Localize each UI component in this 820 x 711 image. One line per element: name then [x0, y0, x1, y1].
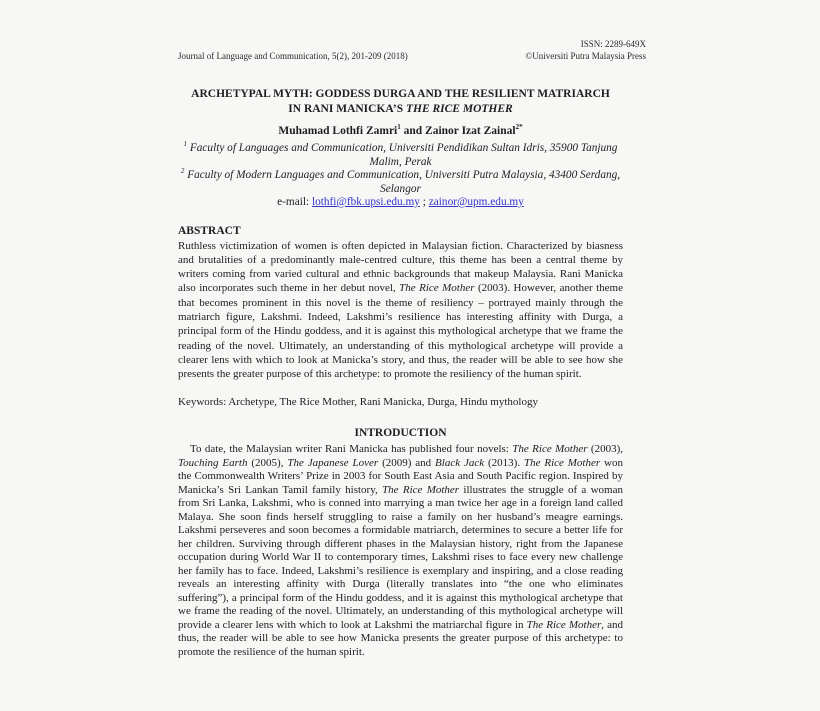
- affiliation-1-text: Faculty of Languages and Communication, Universiti Pendidikan Sultan Idris, 35900 Tanjung Malim, Perak: [187, 142, 618, 168]
- keywords-line: Keywords: Archetype, The Rice Mother, Rani Manicka, Durga, Hindu mythology: [178, 396, 538, 409]
- title-line-2-prefix: IN RANI MANICKA’S: [288, 102, 406, 115]
- introduction-heading: INTRODUCTION: [354, 427, 447, 440]
- journal-citation: Journal of Language and Communication, 5(2), 201-209 (2018): [178, 51, 408, 61]
- affiliation-2: [178, 169, 623, 196]
- author-2-superscript: 2*: [515, 123, 523, 132]
- author-1-name: Muhamad Lothfi Zamri: [278, 125, 398, 137]
- email-link-author-2[interactable]: zainor@upm.edu.my: [428, 196, 524, 208]
- affiliation-2-superscript: 2: [180, 167, 185, 176]
- authors-line: [178, 124, 623, 138]
- paper-content: [178, 0, 623, 659]
- abstract-paragraph: Ruthless victimization of women is often depicted in Malaysian fiction. Characterized by biasness and brutalities of a predominantly male-centred culture, this theme has been a central theme by writers coming from varied cultural and ethnic backgrounds that makeup Malaysia. Rani Manicka also incorporates such theme in her debut novel, The Rice Mother (2003). However, another theme that becomes prominent in this novel is the theme of resiliency – portrayed mainly through the matriarch figure, Lakshmi. Indeed, Lakshmi’s resilience has interesting affinity with Durga, a principal form of the Hindu goddess, and it is against this mythological archetype that we frame the reading of the novel. Ultimately, an understanding of this mythological archetype will provide a clearer lens with which to look at Manicka’s story, and thus, the reader will be able to see how she presents the greater purpose of this archetype: to promote the resiliency of the human spirit.: [178, 239, 623, 381]
- copyright-line: ©Universiti Putra Malaysia Press: [525, 51, 646, 61]
- email-separator: ;: [419, 196, 429, 208]
- affiliation-1-superscript: 1: [183, 140, 188, 149]
- issn-line: ISSN: 2289-649X: [580, 39, 646, 49]
- title-line-1: ARCHETYPAL MYTH: GODDESS DURGA AND THE RESILIENT MATRIARCH: [191, 88, 610, 100]
- authors-joiner: and: [400, 125, 426, 137]
- paper-title: [178, 87, 623, 116]
- introduction-paragraph: To date, the Malaysian writer Rani Manicka has published four novels: The Rice Mother (2003), Touching Earth (2005), The Japanese Lover (2009) and Black Jack (2013). The Rice Mother won the Commonwealth Writers’ Prize in 2003 for South East Asia and South Pacific region. Inspired by Manicka’s Sri Lankan Tamil family history, The Rice Mother illustrates the struggle of a woman from Sri Lanka, Lakshmi, who is conned into marrying a man twice her age in a foreign land called Malaya. She soon finds herself struggling to raise a family on her husband’s meagre earnings. Lakshmi perseveres and soon becomes a formidable matriarch, determines to secure a better life for her children. Surviving through different phases in the Malaysian history, right from the Japanese occupation during World War II to contemporary times, Lakshmi rises to face every new challenge her family has to face. Indeed, Lakshmi’s resilience is exemplary and inspiring, and a close reading reveals an interesting affinity with Durga (literally translates into “the one who eliminates suffering”), a principal form of the Hindu goddess, and it is against this mythological archetype that we frame the reading of the novel. Ultimately, an understanding of this mythological archetype will provide a clearer lens with which to look at Lakshmi the matriarchal figure in The Rice Mother, and thus, the reader will be able to see how Manicka presents the greater purpose of this archetype: to promote the resilience of the human spirit.: [178, 443, 623, 658]
- abstract-heading: ABSTRACT: [178, 224, 241, 237]
- author-2-name: Zainor Izat Zainal: [425, 125, 516, 137]
- email-line: [178, 196, 623, 210]
- email-link-author-1[interactable]: lothfi@fbk.upsi.edu.my: [311, 196, 420, 208]
- email-label: e-mail:: [277, 196, 312, 208]
- author-1-superscript: 1: [397, 123, 401, 132]
- affiliation-1: [178, 142, 623, 169]
- affiliation-2-text: Faculty of Modern Languages and Communication, Universiti Putra Malaysia, 43400 Serdang, Selangor: [184, 169, 621, 195]
- affiliations-block: [178, 142, 623, 210]
- title-book-name: THE RICE MOTHER: [405, 102, 513, 115]
- title-line-2: [178, 102, 623, 117]
